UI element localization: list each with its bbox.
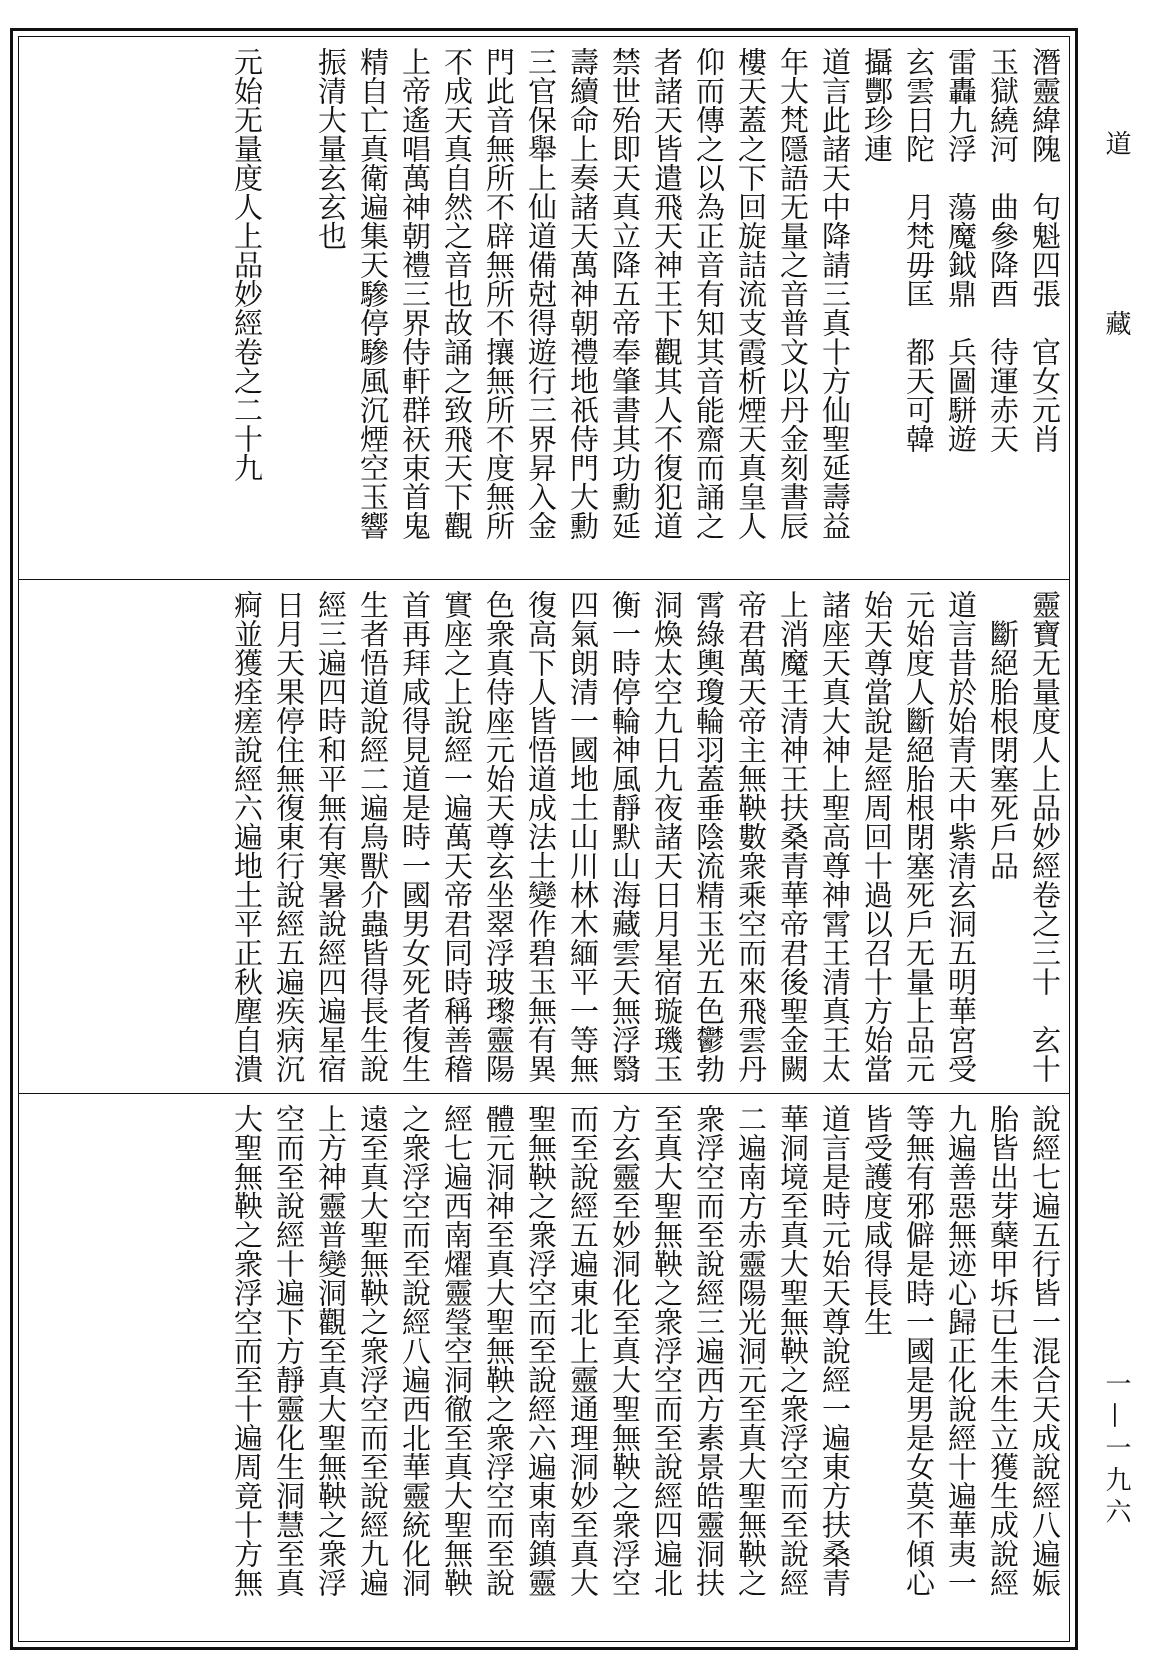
text-block xyxy=(18,36,1070,1642)
text-column: 胎皆出芽蘖甲坼已生未生立獲生成說經 xyxy=(986,1104,1020,1597)
page-frame xyxy=(10,28,1078,1650)
text-column: 上方神靈普變洞觀至真大聖無鞅之衆浮 xyxy=(314,1104,348,1597)
text-column: 三官保舉上仙道備尅得遊行三界昇入金 xyxy=(524,47,558,540)
text-column: 衡一時停輪神風靜默山海藏雲天無浮翳 xyxy=(608,590,642,1083)
right-margin xyxy=(1086,40,1146,1640)
text-column: 二遍南方赤靈陽光洞元至真大聖無鞅之 xyxy=(734,1104,768,1597)
text-column: 諸座天真大神上聖高尊神霄王清真王太 xyxy=(818,590,852,1083)
text-column: 色衆真侍座元始天尊玄坐翠浮玻瓈靈陽 xyxy=(482,590,516,1083)
text-column: 年大梵隱語无量之音普文以丹金刻書辰 xyxy=(776,47,810,540)
text-column: 之衆浮空而至說經八遍西北華靈統化洞 xyxy=(398,1104,432,1597)
text-column: 日月天果停住無復東行說經五遍疾病沉 xyxy=(272,590,306,1083)
text-column: 攝酆珍連 xyxy=(860,47,894,163)
text-column: 聖無鞅之衆浮空而至說經六遍東南鎮靈 xyxy=(524,1104,558,1597)
text-column: 上帝遙唱萬神朝禮三界侍軒群祆束首鬼 xyxy=(398,47,432,540)
collection-label: 道 xyxy=(1101,130,1131,156)
collection-label: 藏 xyxy=(1101,310,1131,336)
register-top xyxy=(19,37,1069,579)
text-column: 始天尊當說是經周回十過以召十方始當 xyxy=(860,590,894,1083)
text-column: 而至說經五遍東北上靈通理洞妙至真大 xyxy=(566,1104,600,1597)
register-middle xyxy=(19,580,1069,1093)
register-bottom xyxy=(19,1094,1069,1641)
text-column: 九遍善惡無迹心歸正化說經十遍華夷一 xyxy=(944,1104,978,1597)
text-column: 洞煥太空九日九夜諸天日月星宿璇璣玉 xyxy=(650,590,684,1083)
text-column: 霄綠輿瓊輪羽蓋垂陰流精玉光五色鬱勃 xyxy=(692,590,726,1083)
text-column: 道言昔於始青天中紫清玄洞五明華宮受 xyxy=(944,590,978,1083)
text-column: 道言此諸天中降請三真十方仙聖延壽益 xyxy=(818,47,852,540)
text-column xyxy=(271,47,307,573)
text-column: 體元洞神至真大聖無鞅之衆浮空而至說 xyxy=(482,1104,516,1597)
text-column: 經七遍西南燿靈瑩空洞徹至真大聖無鞅 xyxy=(440,1104,474,1597)
text-column: 痾並獲痊瘥說經六遍地土平正秋塵自潰 xyxy=(230,590,264,1083)
text-column: 壽續命上奏諸天萬神朝禮地祇侍門大勳 xyxy=(566,47,600,540)
text-column: 生者悟道說經二遍鳥獸介蟲皆得長生說 xyxy=(356,590,390,1083)
text-column: 皆受護度咸得長生 xyxy=(860,1104,894,1336)
column-group xyxy=(25,590,1063,1087)
text-column: 振清大量玄玄也 xyxy=(314,47,348,250)
text-column: 玉獄繞河 曲參降酉 待運赤天 xyxy=(986,47,1020,453)
text-column: 仰而傳之以為正音有知其音能齋而誦之 xyxy=(692,47,726,540)
text-column: 潛靈緯隗 句魁四張 官女元肖 xyxy=(1028,47,1062,453)
text-column: 衆浮空而至說經三遍西方素景皓靈洞扶 xyxy=(692,1104,726,1597)
text-column: 空而至說經十遍下方靜靈化生洞慧至真 xyxy=(272,1104,306,1597)
text-column: 道言是時元始天尊說經一遍東方扶桑青 xyxy=(818,1104,852,1597)
scroll-title-column: 元始无量度人上品妙經卷之二十九 xyxy=(230,47,264,482)
text-column: 經三遍四時和平無有寒暑說經四遍星宿 xyxy=(314,590,348,1083)
text-column: 等無有邪僻是時一國是男是女莫不傾心 xyxy=(902,1104,936,1597)
text-column: 至真大聖無鞅之衆浮空而至說經四遍北 xyxy=(650,1104,684,1597)
text-column: 大聖無鞅之衆浮空而至十遍周竟十方無 xyxy=(230,1104,264,1597)
chapter-title-column: 斷絕胎根閉塞死戶品 xyxy=(986,590,1020,880)
text-column: 四氣朗清一國地土山川林木緬平一等無 xyxy=(566,590,600,1083)
text-column: 樓天蓋之下回旋詰流支霞析煙天真皇人 xyxy=(734,47,768,540)
text-column: 實座之上說經一遍萬天帝君同時稱善稽 xyxy=(440,590,474,1083)
text-column: 帝君萬天帝主無鞅數衆乘空而來飛雲丹 xyxy=(734,590,768,1083)
text-column: 上消魔王清神王扶桑青華帝君後聖金闕 xyxy=(776,590,810,1083)
text-column: 方玄靈至妙洞化至真大聖無鞅之衆浮空 xyxy=(608,1104,642,1597)
text-column: 玄雲日陀 月梵毋匡 都天可韓 xyxy=(902,47,936,453)
text-column: 首再拜咸得見道是時一國男女死者復生 xyxy=(398,590,432,1083)
text-column: 雷轟九浮 蕩魔鉞鼎 兵圖駢遊 xyxy=(944,47,978,453)
text-column: 遠至真大聖無鞅之衆浮空而至說經九遍 xyxy=(356,1104,390,1597)
text-column: 華洞境至真大聖無鞅之衆浮空而至說經 xyxy=(776,1104,810,1597)
column-group xyxy=(25,1104,1063,1635)
page-number: 一—一九六 xyxy=(1101,1370,1131,1530)
text-column: 元始度人斷絕胎根閉塞死戶无量上品元 xyxy=(902,590,936,1083)
column-group xyxy=(25,47,1063,573)
text-column: 說經七遍五行皆一混合天成說經八遍娠 xyxy=(1028,1104,1062,1597)
text-column: 復高下人皆悟道成法土變作碧玉無有異 xyxy=(524,590,558,1083)
text-column: 門此音無所不辟無所不攘無所不度無所 xyxy=(482,47,516,540)
scroll-title-column: 靈寶无量度人上品妙經卷之三十 玄十 xyxy=(1028,590,1062,1083)
text-column: 禁世殆即天真立降五帝奉肇書其功勳延 xyxy=(608,47,642,540)
text-column: 者諸天皆遣飛天神王下觀其人不復犯道 xyxy=(650,47,684,540)
text-column: 不成天真自然之音也故誦之致飛天下觀 xyxy=(440,47,474,540)
text-column: 精自亡真衛遍集天驂停驂風沉煙空玉響 xyxy=(356,47,390,540)
